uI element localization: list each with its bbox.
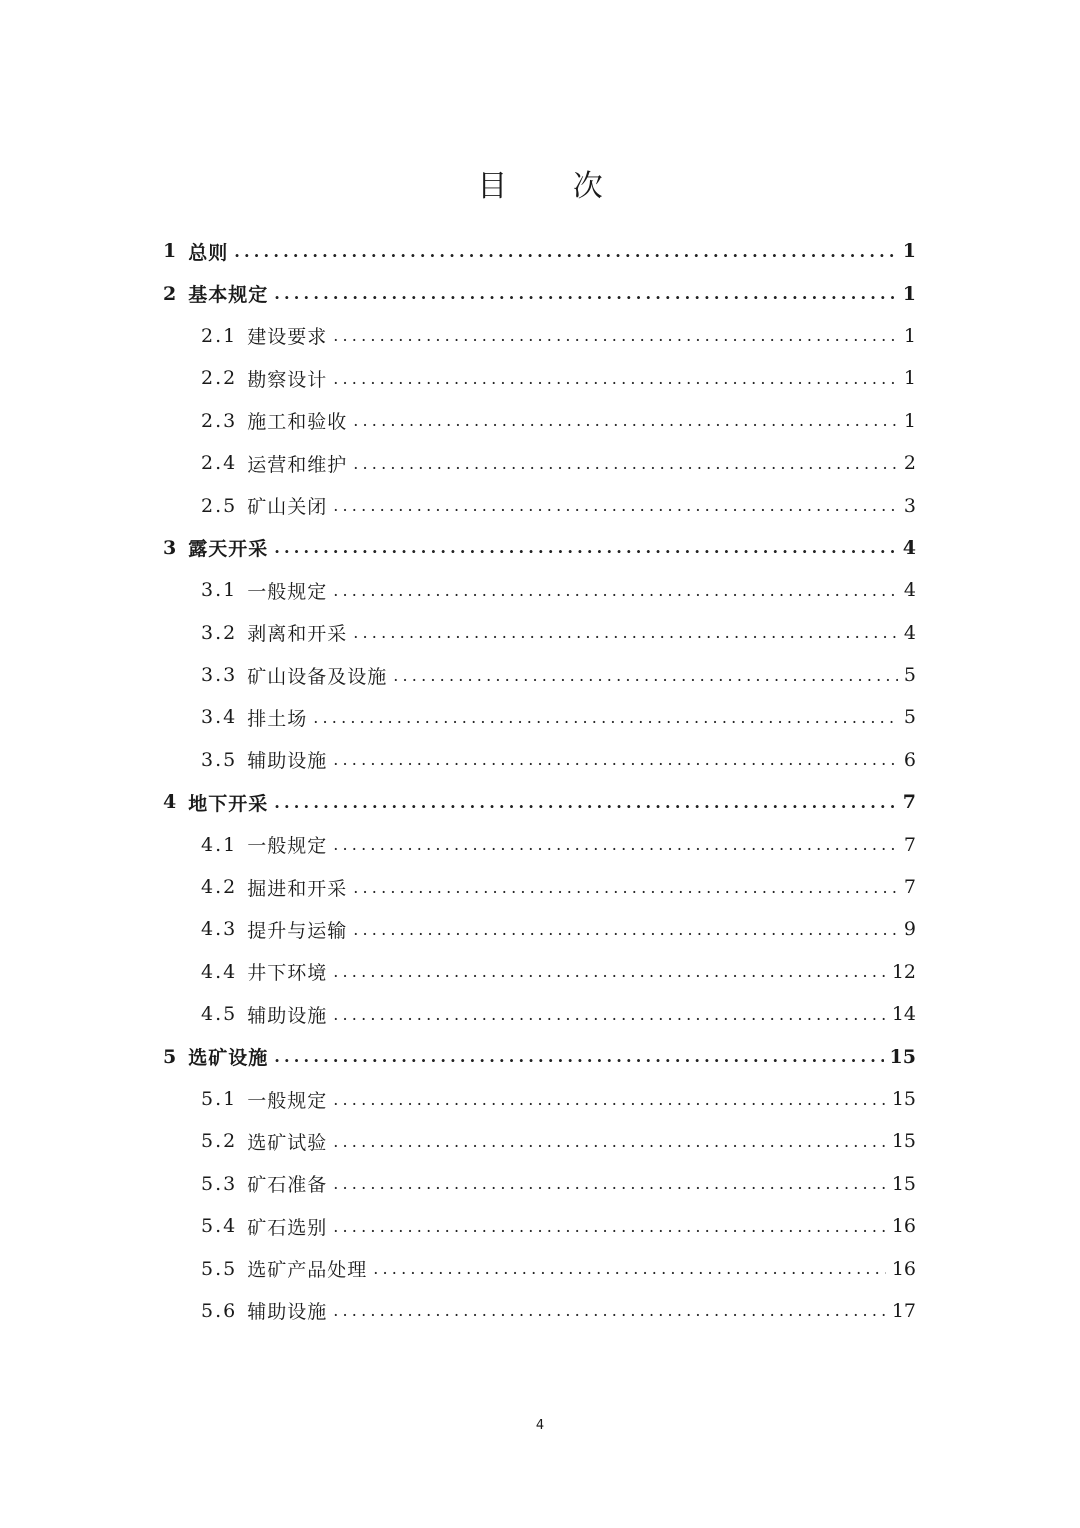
toc-entry-title: 矿石准备: [247, 1174, 328, 1197]
toc-entry-number: 3.5: [201, 748, 238, 771]
toc-entry[interactable]: [163, 908, 916, 950]
toc-entry[interactable]: [163, 1205, 916, 1247]
toc-entry[interactable]: [163, 739, 916, 781]
toc-entry-page: 7: [902, 791, 916, 814]
toc-entry-number: 2.2: [201, 367, 238, 390]
toc-entry-title: 矿山关闭: [247, 496, 328, 519]
toc-entry-page: 4: [903, 579, 916, 602]
toc-entry-number: 4.1: [201, 833, 238, 856]
page-title: 目 次: [477, 169, 631, 204]
toc-entry[interactable]: [163, 612, 916, 654]
toc-entry-page: 7: [903, 876, 916, 899]
toc-entry[interactable]: [163, 654, 916, 696]
toc-dot-leader: [333, 835, 898, 854]
toc-dot-leader: [333, 750, 898, 769]
toc-dot-leader: [274, 793, 897, 812]
toc-entry-number: 5.1: [201, 1088, 238, 1110]
toc-entry-number: 3.1: [201, 579, 238, 602]
toc-entry-title: 施工和验收: [247, 411, 348, 434]
toc-entry-title: 选矿产品处理: [247, 1259, 368, 1282]
toc-entry-number: 1: [163, 240, 179, 263]
toc-entry-number: 2: [163, 282, 179, 305]
toc-entry[interactable]: [163, 781, 916, 823]
toc-entry[interactable]: [163, 696, 916, 738]
toc-entry-page: 3: [903, 494, 916, 517]
toc-entry[interactable]: [163, 866, 916, 908]
toc-dot-leader: [313, 708, 898, 727]
toc-entry-page: 15: [891, 1172, 916, 1195]
toc-entry-number: 5.6: [201, 1299, 238, 1322]
toc-entry-page: 15: [891, 1130, 916, 1153]
toc-entry-number: 3: [163, 536, 179, 559]
toc-dot-leader: [333, 962, 886, 981]
toc-entry-title: 一般规定: [247, 835, 328, 858]
toc-entry[interactable]: [163, 315, 916, 357]
toc-entry-number: 2.1: [201, 324, 238, 347]
toc-entry-title: 排土场: [247, 707, 308, 730]
toc-entry-title: 井下环境: [247, 962, 328, 985]
toc-entry-page: 5: [903, 706, 916, 729]
toc-entry-page: 4: [903, 621, 916, 644]
toc-entry-number: 3.2: [201, 621, 238, 644]
toc-dot-leader: [353, 454, 898, 473]
toc-entry-title: 矿山设备及设施: [247, 665, 388, 688]
toc-entry-number: 4.5: [201, 1003, 238, 1026]
toc-entry-number: 2.4: [201, 452, 238, 475]
toc-entry[interactable]: [163, 1120, 916, 1162]
toc-entry[interactable]: [163, 1247, 916, 1289]
toc-entry[interactable]: [163, 823, 916, 865]
toc-dot-leader: [274, 538, 897, 557]
toc-entry-page: 1: [902, 282, 916, 305]
toc-entry-title: 选矿试验: [247, 1131, 328, 1154]
toc-entry-title: 选矿设施: [188, 1047, 269, 1070]
toc-entry-title: 露天开采: [188, 538, 269, 561]
toc-dot-leader: [333, 1301, 886, 1320]
toc-entry[interactable]: [163, 1078, 916, 1120]
toc-dot-leader: [274, 1047, 883, 1066]
toc-entry[interactable]: [163, 1163, 916, 1205]
toc-entry-number: 3.3: [201, 664, 238, 687]
toc-entry[interactable]: [163, 527, 916, 569]
toc-dot-leader: [333, 1090, 886, 1109]
toc-dot-leader: [234, 242, 897, 261]
toc-entry-title: 建设要求: [247, 326, 328, 349]
toc-dot-leader: [333, 496, 898, 515]
toc-dot-leader: [333, 1174, 886, 1193]
toc-entry-number: 3.4: [201, 706, 238, 729]
toc-entry-title: 运营和维护: [247, 453, 348, 476]
toc-dot-leader: [373, 1259, 886, 1278]
toc-entry-page: 2: [903, 452, 916, 475]
toc-entry-title: 一般规定: [247, 580, 328, 603]
toc-entry-number: 5.2: [201, 1130, 238, 1153]
toc-entry-title: 辅助设施: [247, 750, 328, 773]
toc-entry-number: 4.3: [201, 918, 238, 941]
toc-dot-leader: [353, 878, 898, 897]
toc-entry-page: 9: [903, 918, 916, 941]
toc-entry[interactable]: [163, 272, 916, 314]
toc-entry[interactable]: [163, 951, 916, 993]
toc-entry-title: 掘进和开采: [247, 877, 348, 900]
page-number: 4: [535, 1418, 545, 1433]
table-of-contents: [163, 230, 916, 1332]
toc-dot-leader: [353, 623, 898, 642]
toc-entry-page: 5: [903, 664, 916, 687]
toc-entry-title: 辅助设施: [247, 1004, 328, 1027]
toc-entry-page: 1: [903, 409, 916, 432]
toc-entry[interactable]: [163, 357, 916, 399]
toc-entry-number: 2.3: [201, 409, 238, 432]
toc-entry[interactable]: [163, 1035, 916, 1077]
toc-entry-page: 1: [903, 367, 916, 390]
toc-entry-number: 5.5: [201, 1257, 238, 1280]
toc-dot-leader: [274, 284, 897, 303]
toc-entry[interactable]: [163, 230, 916, 272]
toc-entry-title: 总则: [188, 241, 229, 264]
toc-entry-page: 16: [891, 1215, 916, 1238]
toc-entry-page: 15: [889, 1045, 916, 1068]
toc-dot-leader: [333, 1217, 886, 1236]
toc-entry-title: 勘察设计: [247, 368, 328, 391]
toc-entry[interactable]: [163, 1290, 916, 1332]
toc-entry-page: 14: [891, 1003, 916, 1026]
toc-entry-page: 1: [902, 240, 916, 263]
toc-entry[interactable]: [163, 484, 916, 526]
toc-dot-leader: [353, 411, 898, 430]
toc-entry-number: 5: [163, 1045, 179, 1068]
toc-entry-page: 7: [903, 833, 916, 856]
toc-entry-number: 4: [163, 791, 179, 814]
toc-dot-leader: [333, 1132, 886, 1151]
toc-entry-page: 6: [903, 748, 916, 771]
toc-entry-title: 辅助设施: [247, 1301, 328, 1324]
toc-entry-title: 基本规定: [188, 284, 269, 307]
toc-dot-leader: [393, 666, 898, 685]
toc-entry-title: 矿石选别: [247, 1216, 328, 1239]
toc-entry-page: 16: [891, 1257, 916, 1280]
toc-dot-leader: [333, 1005, 886, 1024]
toc-dot-leader: [353, 920, 898, 939]
toc-entry[interactable]: [163, 569, 916, 611]
toc-entry-page: 1: [903, 324, 916, 347]
toc-entry-page: 12: [891, 960, 916, 983]
toc-entry[interactable]: [163, 993, 916, 1035]
toc-entry-number: 4.2: [201, 876, 238, 899]
toc-entry-number: 5.3: [201, 1172, 238, 1195]
toc-dot-leader: [333, 326, 898, 345]
toc-entry-title: 地下开采: [188, 792, 269, 815]
toc-entry-page: 4: [902, 536, 916, 559]
toc-entry-page: 15: [891, 1088, 916, 1110]
toc-entry-number: 5.4: [201, 1215, 238, 1238]
toc-dot-leader: [333, 581, 898, 600]
toc-entry-number: 4.4: [201, 960, 238, 983]
toc-dot-leader: [333, 369, 898, 388]
toc-entry-page: 17: [891, 1299, 916, 1322]
toc-entry-number: 2.5: [201, 494, 238, 517]
toc-entry-title: 一般规定: [247, 1089, 328, 1112]
toc-entry[interactable]: [163, 442, 916, 484]
toc-entry[interactable]: [163, 400, 916, 442]
toc-entry-title: 提升与运输: [247, 919, 348, 942]
toc-entry-title: 剥离和开采: [247, 623, 348, 646]
